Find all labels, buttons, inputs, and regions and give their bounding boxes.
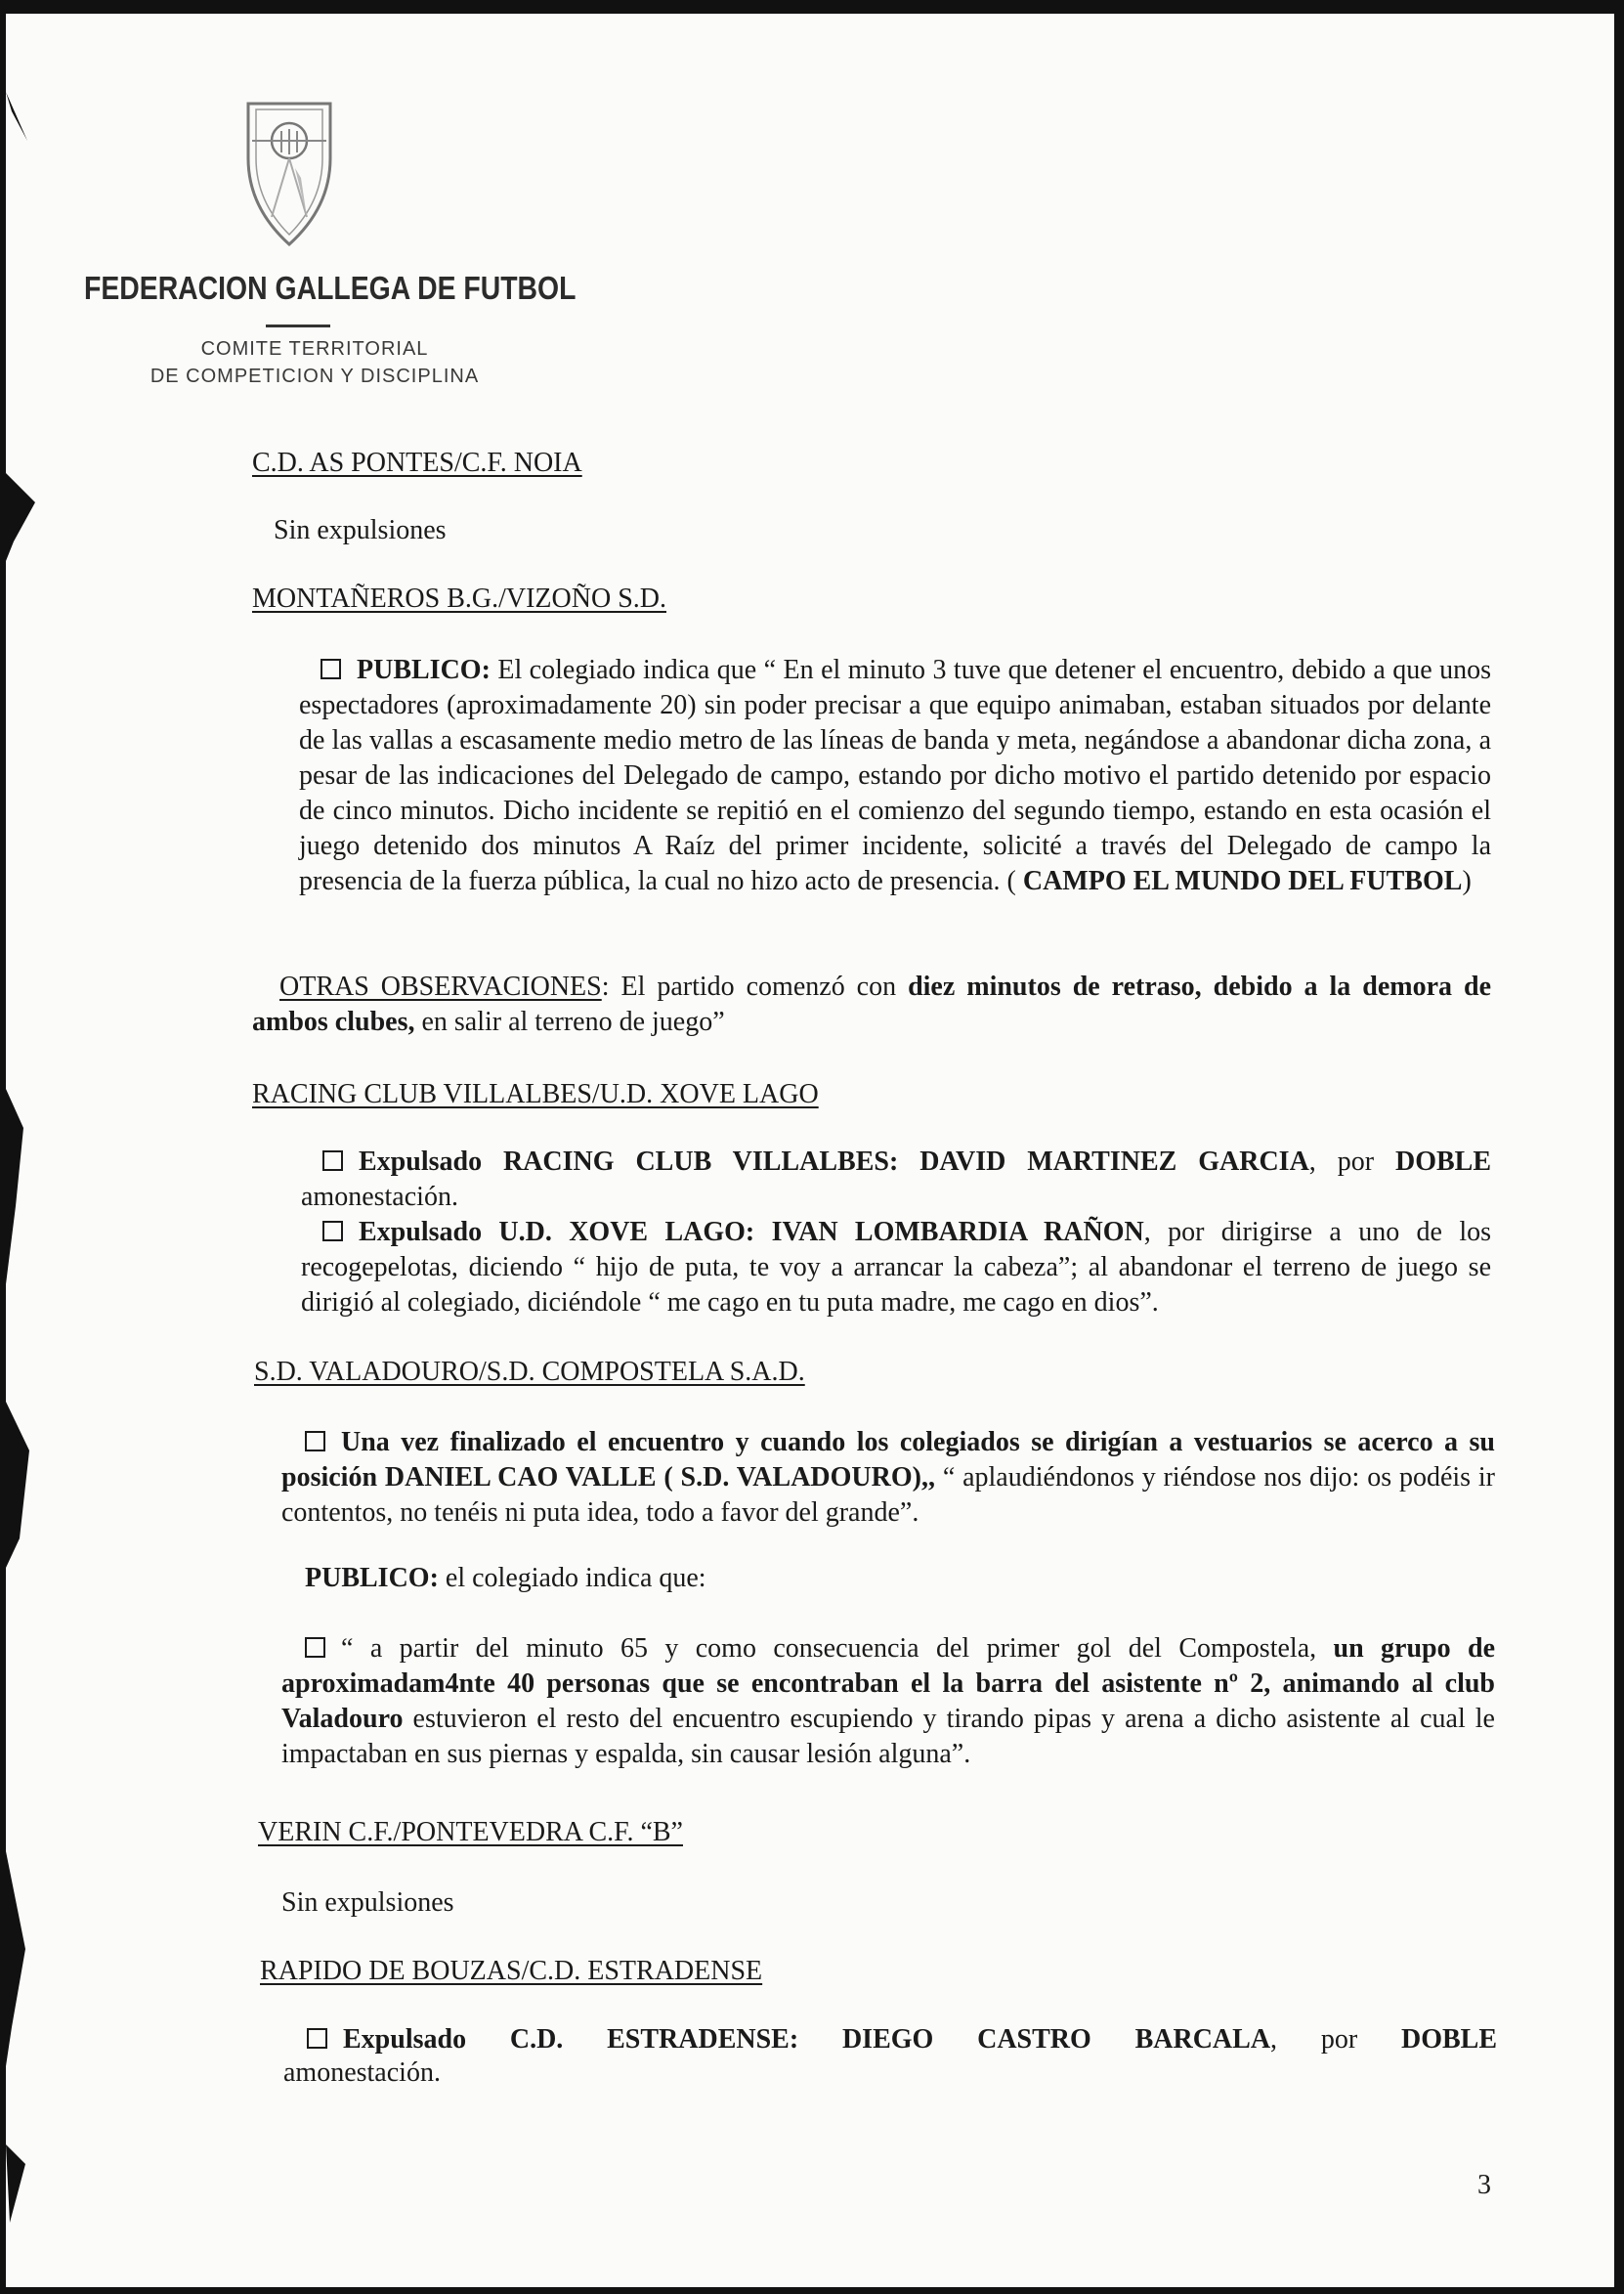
section-title: S.D. VALADOURO/S.D. COMPOSTELA S.A.D. [254,1357,805,1387]
section-note: Sin expulsiones [281,1887,454,1918]
expulsion-end: amonestación. [283,2057,441,2088]
observations-label: OTRAS OBSERVACIONES [279,972,602,1002]
checkbox-bullet-icon [305,1431,325,1451]
expulsion-text: , por dirigirse a uno de los recogepelotas, diciendo “ hijo de puta, te voy a arrancar la cabeza”; al abandonar el terreno de juego se dirigió al colegiado, diciéndole “ me cago en tu puta madre, me cago en dios”. [301,1217,1492,1318]
expulsion-player: Expulsado RACING CLUB VILLALBES: DAVID MARTINEZ GARCIA [359,1147,1309,1177]
section-title: RAPIDO DE BOUZAS/C.D. ESTRADENSE [260,1956,763,1986]
checkbox-bullet-icon [321,659,341,679]
expulsion-reason: DOBLE [1400,2024,1497,2055]
expulsion-reason: DOBLE [1394,1147,1491,1177]
publico-label: PUBLICO: [357,655,491,685]
publico-end: ) [1462,866,1472,896]
incident-bold: un grupo de aproximadam4nte 40 personas que se encontraban el la barra del asistente nº 2, animando al club Valadouro [281,1633,1496,1734]
incident-text: “ aplaudiéndonos y riéndose nos dijo: os podéis ir contentos, no tenéis ni puta idea, todo a favor del grande”. [281,1462,1495,1528]
observations-bold: diez minutos de retraso, debido a la demora de ambos clubes, [252,972,1492,1037]
expulsion-player: Expulsado C.D. ESTRADENSE: DIEGO CASTRO BARCALA [343,2024,1271,2055]
publico-text: el colegiado indica que: [438,1563,706,1593]
expulsion-item [283,2022,1497,2057]
incident-paragraph [281,1425,1495,1531]
incident-text: “ a partir del minuto 65 y como consecuencia del primer gol del Compostela, [341,1633,1334,1664]
committee-line-2: DE COMPETICION Y DISCIPLINA [150,366,480,387]
document-page [6,14,1614,2287]
incident-end: estuvieron el resto del encuentro escupiendo y tirando pipas y arena a dicho asistente al cual le impactaban en sus piernas y espalda, sin causar lesión alguna”. [281,1704,1495,1769]
section-title: VERIN C.F./PONTEVEDRA C.F. “B” [258,1817,683,1847]
campo-name: CAMPO EL MUNDO DEL FUTBOL [1022,866,1463,896]
incident-bold: Una vez finalizado el encuentro y cuando los colegiados se dirigían a vestuarios se acerco a su posición DANIEL CAO VALLE ( S.D. VALADOURO),, [281,1427,1495,1493]
expulsion-text: , por [1308,1147,1395,1177]
section-title: RACING CLUB VILLALBES/U.D. XOVE LAGO [252,1079,819,1109]
expulsion-player: Expulsado U.D. XOVE LAGO: IVAN LOMBARDIA RAÑON [359,1217,1144,1247]
expulsion-text: , por [1270,2024,1401,2055]
checkbox-bullet-icon [322,1150,343,1171]
publico-line [305,1563,706,1594]
committee-line-1: COMITE TERRITORIAL [200,338,429,360]
page-body [6,14,1614,2287]
section-title: MONTAÑEROS B.G./VIZOÑO S.D. [252,584,666,614]
expulsion-item [301,1215,1491,1320]
publico-label: PUBLICO: [305,1563,439,1593]
incident-paragraph [299,653,1491,899]
section-title: C.D. AS PONTES/C.F. NOIA [252,448,582,478]
publico-text: El colegiado indica que “ En el minuto 3 tuve que detener el encuentro, debido a que unos espectadores (aproximadamente 20) sin poder precisar a que equipo animaban, estaban situados por delante de las vallas a escasamente medio metro de las líneas de banda y meta, negándose a abandonar dicha zona, a pesar de las indicaciones del Delegado de campo, estando por dicho motivo el partido detenido por espacio de cinco minutos. Dicho incidente se repitió en el comienzo del segundo tiempo, estando en esta ocasión el juego detenido dos minutos A Raíz del primer incidente, solicité a través del Delegado de campo la presencia de la fuerza pública, la cual no hizo acto de presencia. ( [299,655,1491,896]
expulsion-end: amonestación. [301,1182,458,1212]
observations-paragraph [252,970,1491,1040]
checkbox-bullet-icon [305,1637,325,1658]
observations-text: : El partido comenzó con [601,972,909,1002]
incident-paragraph [281,1631,1495,1772]
section-note: Sin expulsiones [274,515,447,545]
expulsion-item [301,1145,1491,1215]
federation-name: FEDERACION GALLEGA DE FUTBOL [84,270,577,306]
checkbox-bullet-icon [307,2028,327,2049]
observations-end: en salir al terreno de juego” [414,1007,725,1037]
page-number: 3 [1477,2170,1491,2200]
checkbox-bullet-icon [322,1221,343,1241]
